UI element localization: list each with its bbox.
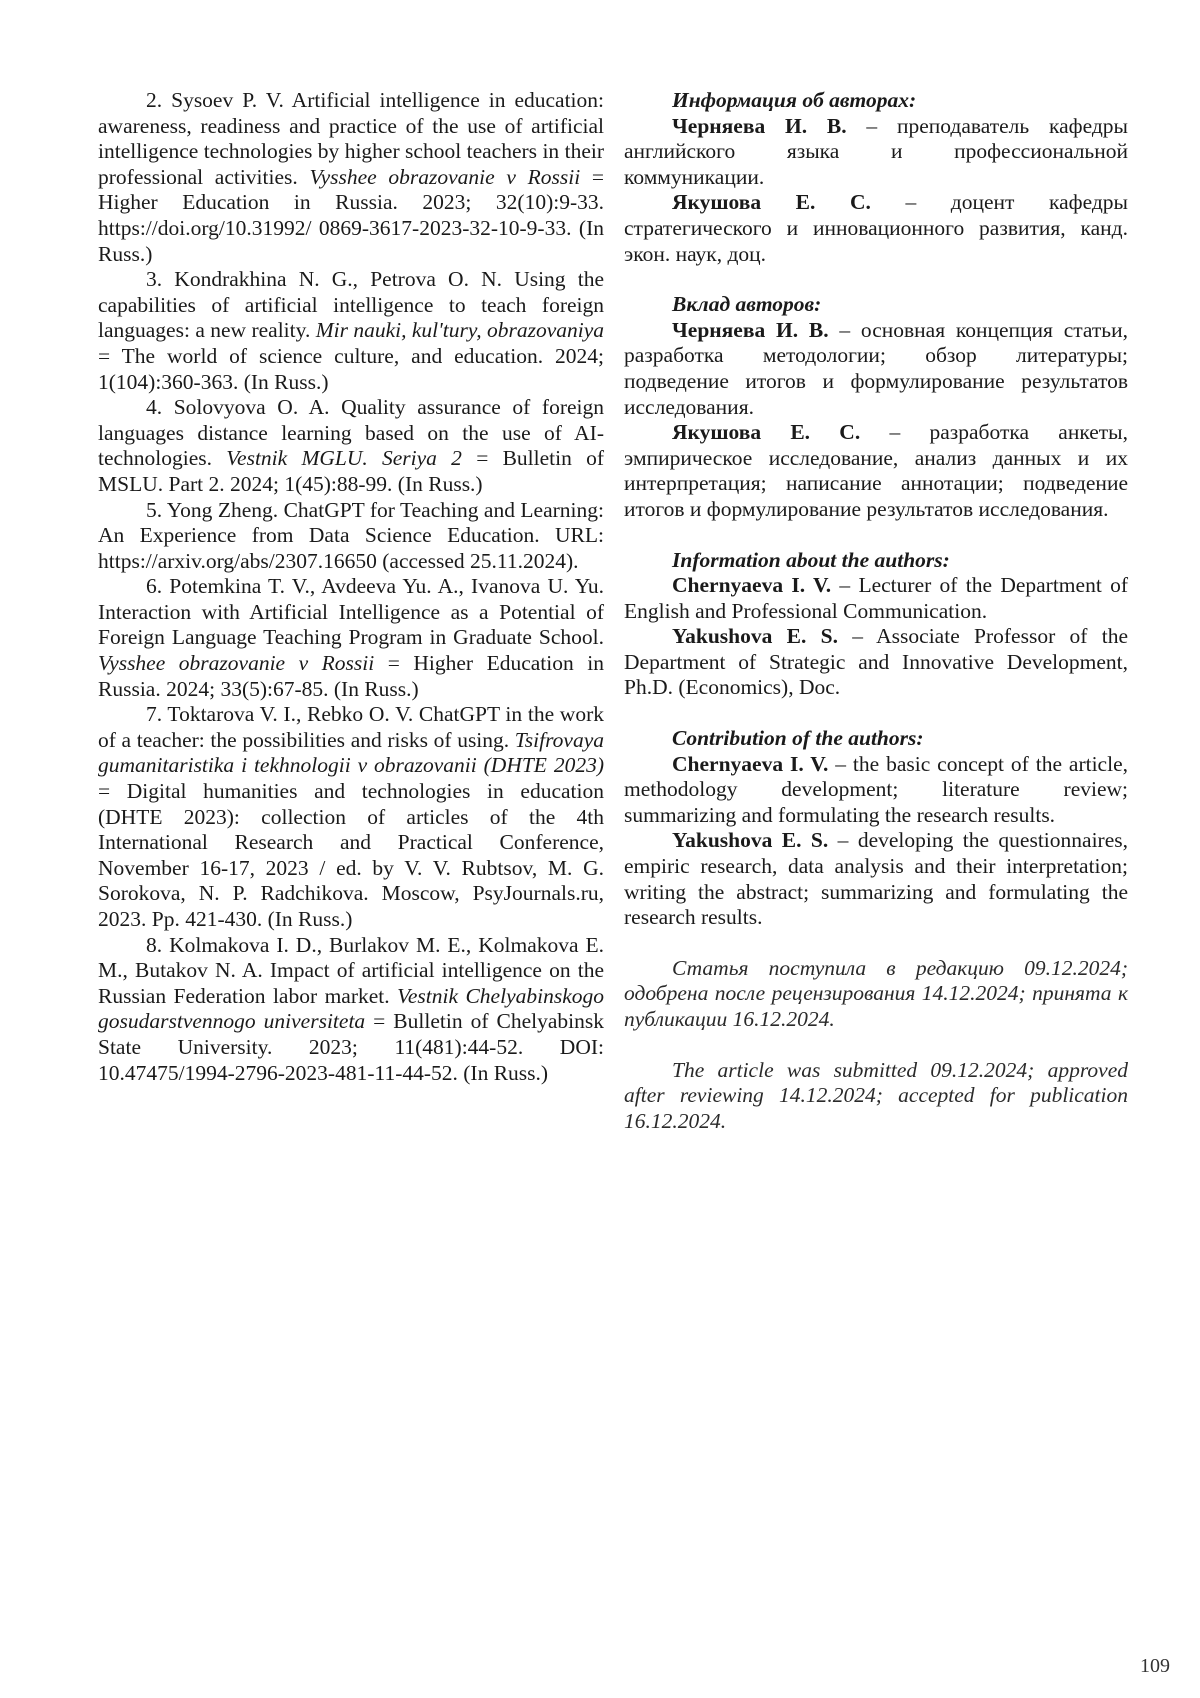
- author-en-item: Chernyaeva I. V. – Lecturer of the Department of English and Professional Communication.: [624, 573, 1128, 623]
- author-info-column: [624, 88, 1128, 1134]
- reference-3: 3. Kondrakhina N. G., Petrova O. N. Using the capabilities of artificial intelligence to teach foreign languages: a new reality. Mir nauki, kul'tury, obrazovaniya = The world of science culture, and education. 2024; 1(104):360-363. (In Russ.): [98, 267, 604, 394]
- contribution-en-item: Yakushova E. S. – developing the questionnaires, empiric research, data analysis and their interpretation; writing the abstract; summarizing and formulating the research results.: [624, 828, 1128, 930]
- submission-note-en: The article was submitted 09.12.2024; approved after reviewing 14.12.2024; accepted for publication 16.12.2024.: [624, 1057, 1128, 1133]
- submission-note-ru: Статья поступила в редакцию 09.12.2024; одобрена после рецензирования 14.12.2024; принята к публикации 16.12.2024.: [624, 955, 1128, 1031]
- reference-2: 2. Sysoev P. V. Artificial intelligence in education: awareness, readiness and practice of the use of artificial intelligence technologies by higher school teachers in their professional activities. Vysshee obrazovanie v Rossii = Higher Education in Russia. 2023; 32(10):9-33. https://doi.org/10.31992/ 0869-3617-2023-32-10-9-33. (In Russ.): [98, 88, 604, 266]
- authors-en-heading: Information about the authors:: [672, 547, 950, 572]
- page-number: 109: [1140, 1655, 1170, 1677]
- contribution-en-heading: Contribution of the authors:: [672, 726, 924, 751]
- references-column: [98, 88, 604, 1086]
- authors-ru-heading: Информация об авторах:: [672, 88, 917, 112]
- contribution-ru-item: Якушова Е. С. – разработка анкеты, эмпирическое исследование, анализ данных и их интерпретация; написание аннотации; подведение итогов и формулирование результатов исследования.: [624, 420, 1128, 521]
- reference-4: 4. Solovyova O. A. Quality assurance of foreign languages distance learning based on the use of AI-technologies. Vestnik MGLU. Seriya 2 = Bulletin of MSLU. Part 2. 2024; 1(45):88-99. (In Russ.): [98, 395, 605, 496]
- reference-5: 5. Yong Zheng. ChatGPT for Teaching and Learning: An Experience from Data Science Education. URL: https://arxiv.org/abs/2307.16650 (accessed 25.11.2024).: [98, 497, 604, 573]
- contribution-ru-item: Черняева И. В. – основная концепция статьи, разработка методологии; обзор литературы; подведение итогов и формулирование результатов исследования.: [624, 317, 1128, 419]
- reference-6: 6. Potemkina T. V., Avdeeva Yu. A., Ivanova U. Yu. Interaction with Artificial Intelligence as a Potential of Foreign Language Teaching Program in Graduate School. Vysshee obrazovanie v Rossii = Higher Education in Russia. 2024; 33(5):67-85. (In Russ.): [98, 574, 604, 701]
- author-ru-item: Якушова Е. С. – доцент кафедры стратегического и инновационного развития, канд. экон. наук, доц.: [624, 190, 1128, 266]
- reference-8: 8. Kolmakova I. D., Burlakov M. E., Kolmakova E. M., Butakov N. A. Impact of artificial intelligence on the Russian Federation labor market. Vestnik Chelyabinskogo gosudarstvennogo universiteta = Bulletin of Chelyabinsk State University. 2023; 11(481):44-52. DOI: 10.47475/1994-2796-2023-481-11-44-52. (In Russ.): [98, 932, 604, 1085]
- reference-7: 7. Toktarova V. I., Rebko O. V. ChatGPT in the work of a teacher: the possibilities and risks of using. Tsifrovaya gumanitaristika i tekhnologii v obrazovanii (DHTE 2023) = Digital humanities and technologies in education (DHTE 2023): collection of articles of the 4th International Research and Practical Conference, November 16-17, 2023 / ed. by V. V. Rubtsov, M. G. Sorokova, N. P. Radchikova. Moscow, PsyJournals.ru, 2023. Pp. 421-430. (In Russ.): [98, 702, 604, 931]
- contribution-en-item: Chernyaeva I. V. – the basic concept of the article, methodology development; literature review; summarizing and formulating the research results.: [624, 751, 1128, 827]
- author-ru-item: Черняева И. В. – преподаватель кафедры английского языка и профессиональной коммуникации.: [624, 113, 1129, 189]
- contribution-ru-heading: Вклад авторов:: [672, 292, 822, 317]
- author-en-item: Yakushova E. S. – Associate Professor of the Department of Strategic and Innovative Development, Ph.D. (Economics), Doc.: [624, 624, 1128, 700]
